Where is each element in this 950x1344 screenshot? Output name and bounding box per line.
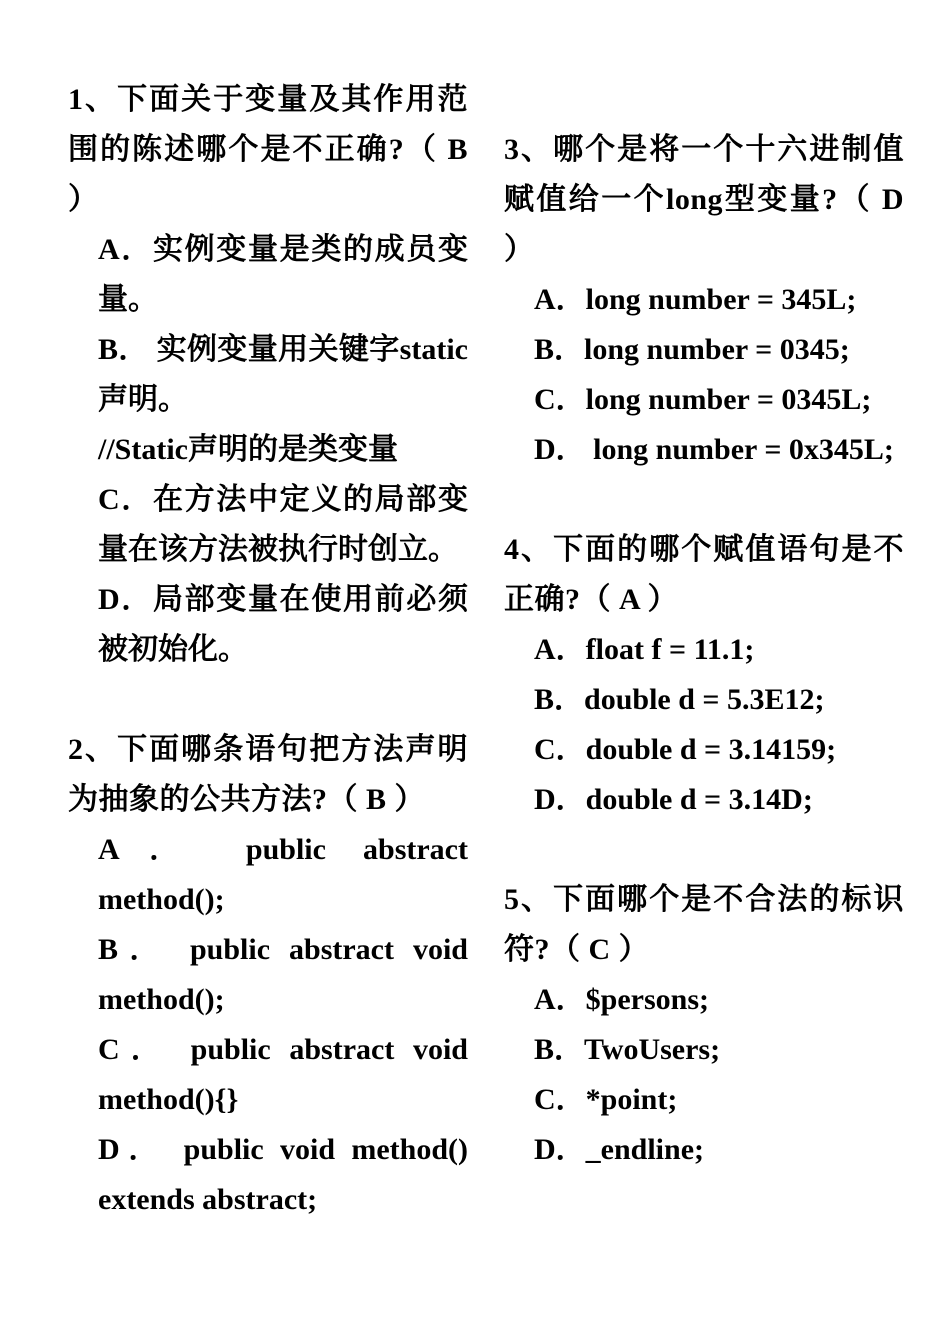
question-2-option-d: D． public void method() extends abstract; <box>98 1133 468 1216</box>
question-5-option-c: C．*point; <box>534 1083 678 1116</box>
question-4 <box>504 525 904 825</box>
question-2-stem: 2、下面哪条语句把方法声明为抽象的公共方法?（ B ） <box>68 733 468 816</box>
question-4-stem: 4、下面的哪个赋值语句是不正确?（ A ） <box>504 533 904 616</box>
question-4-option-c: C．double d = 3.14159; <box>534 733 837 766</box>
question-2-option-b: B． public abstract void method(); <box>98 933 468 1016</box>
question-1-note: //Static声明的是类变量 <box>98 433 398 466</box>
question-3-stem: 3、哪个是将一个十六进制值赋值给一个long型变量?（ D ） <box>504 133 904 266</box>
question-5-option-d: D．_endline; <box>534 1133 705 1166</box>
question-1-option-b: B． 实例变量用关键字static声明。 <box>98 333 468 416</box>
question-5 <box>504 875 904 1175</box>
question-1-option-a: A．实例变量是类的成员变量。 <box>98 233 468 316</box>
question-1 <box>68 75 468 675</box>
question-3-option-a: A．long number = 345L; <box>534 283 857 316</box>
spacer <box>68 675 468 725</box>
question-2 <box>68 725 468 1225</box>
spacer <box>504 825 904 875</box>
question-1-stem: 1、下面关于变量及其作用范围的陈述哪个是不正确?（ B ） <box>68 83 468 216</box>
question-2-option-c: C． public abstract void method(){} <box>98 1033 468 1116</box>
question-3-option-b: B．long number = 0345; <box>534 333 850 366</box>
spacer <box>504 475 904 525</box>
question-4-option-a: A．float f = 11.1; <box>534 633 755 666</box>
question-3-option-d: D． long number = 0x345L; <box>534 433 894 466</box>
question-3 <box>504 125 904 475</box>
question-1-option-d: D．局部变量在使用前必须被初始化。 <box>98 583 468 666</box>
left-column <box>68 75 468 1225</box>
question-5-stem: 5、下面哪个是不合法的标识符?（ C ） <box>504 883 904 966</box>
question-4-option-d: D．double d = 3.14D; <box>534 783 813 816</box>
right-column <box>504 125 904 1175</box>
question-1-option-c: C．在方法中定义的局部变量在该方法被执行时创立。 <box>98 483 468 566</box>
question-5-option-b: B．TwoUsers; <box>534 1033 721 1066</box>
question-5-option-a: A．$persons; <box>534 983 710 1016</box>
question-2-option-a: A． public abstract method(); <box>98 833 468 916</box>
question-3-option-c: C．long number = 0345L; <box>534 383 872 416</box>
question-4-option-b: B．double d = 5.3E12; <box>534 683 825 716</box>
